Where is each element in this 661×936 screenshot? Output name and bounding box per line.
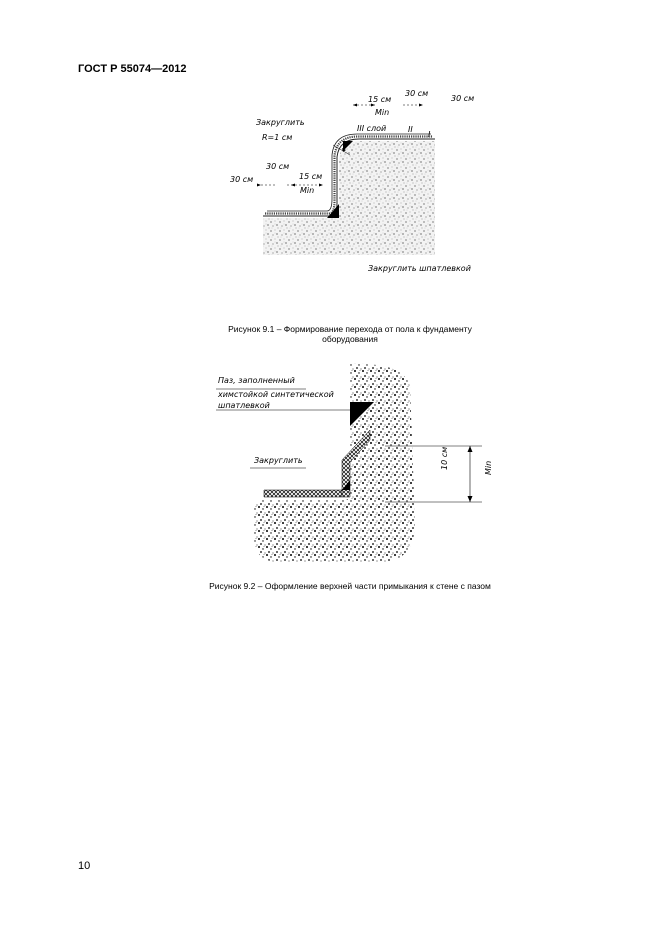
fig2-dim-min-label: Min (484, 460, 493, 475)
document-header: ГОСТ Р 55074—2012 (78, 63, 187, 75)
fig1-left-min-label: Min (300, 186, 315, 195)
figure-9-2-caption: Рисунок 9.2 – Оформление верхней части примыкания к стене с пазом (209, 581, 491, 591)
fig1-left-30a-label: 30 см (266, 162, 290, 171)
fig2-round-label: Закруглить (254, 456, 303, 465)
fig1-top-min-label: Min (375, 108, 390, 117)
fig1-radius-label: R=1 см (262, 133, 293, 142)
fig1-top-30a-label: 30 см (405, 89, 429, 98)
fig1-top-15-label: 15 см (368, 95, 392, 104)
fig1-left-15-label: 15 см (299, 172, 323, 181)
fig2-groove-label-2: химстойкой синтетической (218, 390, 334, 399)
fig1-top-30b-label: 30 см (451, 94, 475, 103)
figure-9-1-caption-line-1: Рисунок 9.1 – Формирование перехода от пола к фундаменту (228, 324, 472, 334)
figure-9-1-caption-line-2: оборудования (322, 334, 378, 344)
concrete-base (263, 141, 435, 255)
fig1-round-label: Закруглить (256, 118, 305, 127)
fig1-left-30b-label: 30 см (230, 175, 254, 184)
fig2-groove-label-3: шпатлевкой (218, 401, 270, 410)
floor-lining (264, 490, 342, 497)
figure-9-1-drawing (225, 85, 485, 280)
fig1-layer1-label: I (428, 130, 431, 139)
page-number: 10 (78, 860, 91, 872)
fig1-putty-label: Закруглить шпатлевкой (368, 264, 471, 273)
fig2-dim-10-label: 10 см (440, 446, 449, 470)
fig2-groove-label-1: Паз, заполненный (218, 376, 295, 385)
figure-9-1 (225, 85, 485, 280)
fig1-layer2-label: II (408, 125, 413, 134)
fig1-layer3-label: III слой (357, 124, 387, 133)
figure-9-1-caption (150, 324, 550, 344)
